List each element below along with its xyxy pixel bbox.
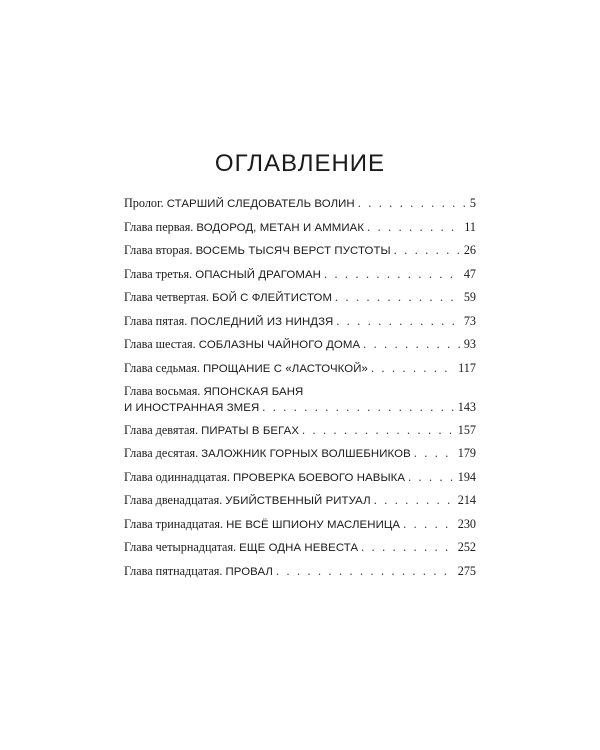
chapter-title: НЕ ВСЁ ШПИОНУ МАСЛЕНИЦА bbox=[226, 518, 401, 531]
toc-entry-title bbox=[124, 220, 364, 236]
chapter-title: ЯПОНСКАЯ БАНЯ bbox=[203, 386, 304, 398]
chapter-label: Глава двенадцатая. bbox=[124, 493, 223, 507]
dot-leader bbox=[335, 290, 461, 305]
toc-entry[interactable] bbox=[124, 267, 476, 291]
chapter-label: Глава четырнадцатая. bbox=[124, 540, 237, 554]
table-of-contents bbox=[124, 196, 476, 587]
dot-leader bbox=[374, 493, 455, 508]
toc-entry-title bbox=[124, 384, 303, 400]
chapter-title: СТАРШИЙ СЛЕДОВАТЕЛЬ ВОЛИН bbox=[166, 198, 355, 210]
chapter-label: Глава третья. bbox=[124, 266, 193, 281]
dot-leader bbox=[408, 470, 455, 485]
toc-entry[interactable] bbox=[124, 337, 476, 361]
dot-leader bbox=[358, 196, 467, 211]
toc-entry[interactable] bbox=[124, 384, 476, 423]
toc-entry[interactable] bbox=[124, 243, 476, 267]
chapter-label: Пролог. bbox=[124, 196, 164, 210]
chapter-title: УБИЙСТВЕННЫЙ РИТУАЛ bbox=[225, 495, 371, 507]
page-number: 194 bbox=[457, 469, 476, 484]
toc-entry-title bbox=[124, 196, 355, 212]
page-title: ОГЛАВЛЕНИЕ bbox=[214, 150, 386, 177]
toc-entry-title bbox=[124, 243, 391, 259]
page-number: 230 bbox=[457, 516, 476, 531]
toc-entry[interactable] bbox=[124, 517, 476, 541]
dot-leader bbox=[403, 517, 455, 532]
toc-entry-title bbox=[124, 446, 411, 462]
dot-leader bbox=[367, 220, 461, 235]
chapter-title: БОЙ С ФЛЕЙТИСТОМ bbox=[212, 292, 333, 304]
chapter-title: ОПАСНЫЙ ДРАГОМАН bbox=[195, 268, 321, 281]
toc-entry-title bbox=[124, 517, 400, 533]
toc-entry[interactable] bbox=[124, 361, 476, 385]
page-number: 157 bbox=[457, 422, 476, 437]
toc-entry-title bbox=[124, 540, 358, 556]
chapter-title: ПОСЛЕДНИЙ ИЗ НИНДЗЯ bbox=[190, 315, 334, 328]
dot-leader bbox=[324, 267, 461, 282]
toc-entry-title bbox=[124, 470, 405, 486]
page-number: 5 bbox=[469, 196, 476, 210]
toc-entry-title bbox=[124, 564, 273, 580]
dot-leader bbox=[414, 446, 455, 461]
chapter-title: ЕЩЕ ОДНА НЕВЕСТА bbox=[239, 542, 359, 554]
chapter-label: Глава восьмая. bbox=[124, 384, 201, 398]
page-number: 11 bbox=[464, 219, 476, 234]
chapter-label: Глава первая. bbox=[124, 219, 194, 234]
chapter-label: Глава пятнадцатая. bbox=[124, 563, 223, 578]
page-number: 179 bbox=[457, 446, 476, 460]
chapter-title: ПРОЩАНИЕ С «ЛАСТОЧКОЙ» bbox=[202, 362, 368, 375]
page-number: 143 bbox=[457, 400, 476, 414]
chapter-label: Глава вторая. bbox=[124, 243, 193, 257]
toc-entry[interactable] bbox=[124, 564, 476, 588]
chapter-title: ВОСЕМЬ ТЫСЯЧ ВЕРСТ ПУСТОТЫ bbox=[195, 245, 391, 257]
page-number: 275 bbox=[457, 563, 476, 578]
toc-entry[interactable] bbox=[124, 470, 476, 494]
page-number: 47 bbox=[463, 266, 476, 281]
page-number: 93 bbox=[463, 337, 476, 351]
toc-entry[interactable] bbox=[124, 493, 476, 517]
chapter-label: Глава пятая. bbox=[124, 313, 188, 328]
toc-entry[interactable] bbox=[124, 314, 476, 338]
chapter-label: Глава четвертая. bbox=[124, 290, 210, 304]
toc-entry[interactable] bbox=[124, 446, 476, 470]
chapter-title: СОБЛАЗНЫ ЧАЙНОГО ДОМА bbox=[198, 339, 361, 351]
toc-entry[interactable] bbox=[124, 423, 476, 447]
dot-leader bbox=[336, 314, 461, 329]
toc-entry[interactable] bbox=[124, 220, 476, 244]
page-number: 59 bbox=[463, 290, 476, 304]
dot-leader bbox=[394, 243, 461, 258]
toc-entry-title bbox=[124, 337, 360, 353]
chapter-label: Глава седьмая. bbox=[124, 360, 200, 375]
chapter-title: ПРОВАЛ bbox=[225, 565, 274, 578]
toc-entry-title bbox=[124, 314, 333, 330]
chapter-title-continued: И ИНОСТРАННАЯ ЗМЕЯ bbox=[124, 402, 260, 414]
dot-leader bbox=[262, 400, 454, 415]
chapter-title: ЗАЛОЖНИК ГОРНЫХ ВОЛШЕБНИКОВ bbox=[201, 448, 411, 460]
page-number: 214 bbox=[457, 493, 476, 507]
toc-entry-title bbox=[124, 361, 368, 377]
page-number: 26 bbox=[463, 243, 476, 257]
chapter-label: Глава десятая. bbox=[124, 446, 199, 460]
toc-entry[interactable] bbox=[124, 290, 476, 314]
chapter-title: ПИРАТЫ В БЕГАХ bbox=[201, 424, 300, 437]
chapter-label: Глава тринадцатая. bbox=[124, 516, 224, 531]
toc-entry-title bbox=[124, 267, 321, 283]
toc-entry[interactable] bbox=[124, 540, 476, 564]
toc-entry-title bbox=[124, 423, 299, 439]
dot-leader bbox=[276, 564, 455, 579]
chapter-title: ПРОВЕРКА БОЕВОГО НАВЫКА bbox=[233, 471, 406, 484]
dot-leader bbox=[363, 337, 461, 352]
toc-entry-title bbox=[124, 493, 371, 509]
page-number: 117 bbox=[458, 360, 476, 375]
chapter-label: Глава шестая. bbox=[124, 337, 196, 351]
dot-leader bbox=[302, 423, 455, 438]
chapter-title: ВОДОРОД, МЕТАН И АММИАК bbox=[196, 221, 365, 234]
chapter-label: Глава девятая. bbox=[124, 422, 199, 437]
chapter-label: Глава одиннадцатая. bbox=[124, 469, 230, 484]
page-number: 73 bbox=[463, 313, 476, 328]
toc-entry[interactable] bbox=[124, 196, 476, 220]
page-number: 252 bbox=[457, 540, 476, 554]
toc-entry-title bbox=[124, 290, 332, 306]
dot-leader bbox=[371, 361, 455, 376]
dot-leader bbox=[361, 540, 455, 555]
